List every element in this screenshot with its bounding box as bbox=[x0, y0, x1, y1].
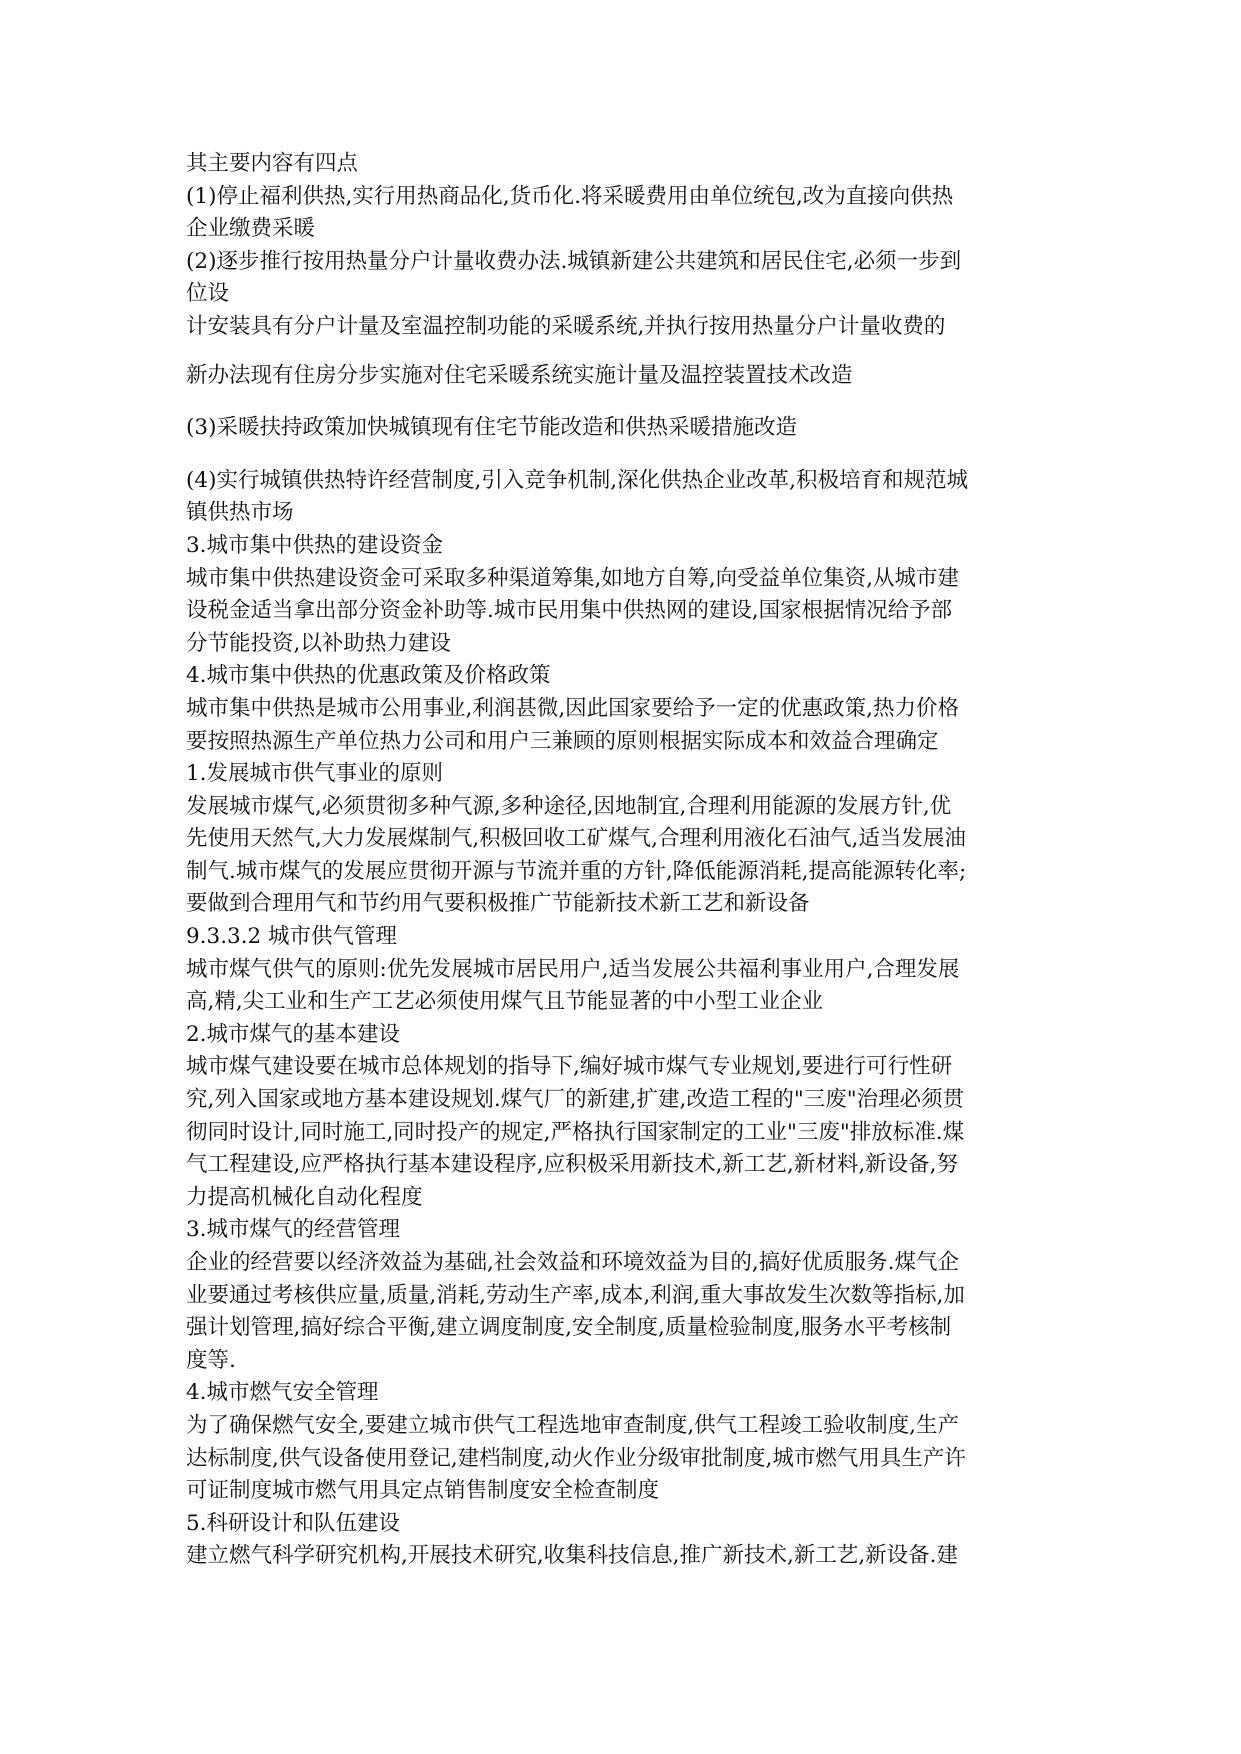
document-body bbox=[186, 148, 1054, 1573]
text-line: 计安装具有分户计量及室温控制功能的采暖系统,并执行按用热量分户计量收费的 bbox=[186, 313, 946, 339]
text-line: 要按照热源生产单位热力公司和用户三兼顾的原则根据实际成本和效益合理确定 bbox=[186, 728, 939, 754]
text-line: 分节能投资,以补助热力建设 bbox=[186, 630, 451, 656]
text-line: (3)采暖扶持政策加快城镇现有住宅节能改造和供热采暖措施改造 bbox=[186, 415, 797, 441]
text-line: 业要通过考核供应量,质量,消耗,劳动生产率,成本,利润,重大事故发生次数等指标,加 bbox=[186, 1282, 965, 1308]
text-line: 位设 bbox=[186, 281, 230, 307]
text-line: 气工程建设,应严格执行基本建设程序,应积极采用新技术,新工艺,新材料,新设备,努 bbox=[186, 1152, 959, 1178]
text-line: 新办法现有住房分步实施对住宅采暖系统实施计量及温控装置技术改造 bbox=[186, 362, 853, 388]
text-line: 城市煤气建设要在城市总体规划的指导下,编好城市煤气专业规划,要进行可行性研 bbox=[186, 1054, 953, 1080]
text-line: (2)逐步推行按用热量分户计量收费办法.城镇新建公共建筑和居民住宅,必须一步到 bbox=[186, 248, 962, 274]
section-heading: 3.城市集中供热的建设资金 bbox=[186, 532, 444, 558]
text-line: 发展城市煤气,必须贯彻多种气源,多种途径,因地制宜,合理利用能源的发展方针,优 bbox=[186, 793, 952, 819]
text-line: 为了确保燃气安全,要建立城市供气工程选地审查制度,供气工程竣工验收制度,生产 bbox=[186, 1412, 960, 1438]
text-line: 城市集中供热建设资金可采取多种渠道筹集,如地方自筹,向受益单位集资,从城市建 bbox=[186, 565, 960, 591]
section-heading: 5.科研设计和队伍建设 bbox=[186, 1510, 401, 1536]
section-heading: 9.3.3.2 城市供气管理 bbox=[186, 924, 398, 950]
text-line: 达标制度,供气设备使用登记,建档制度,动火作业分级审批制度,城市燃气用具生产许 bbox=[186, 1445, 966, 1471]
text-line: 究,列入国家或地方基本建设规划.煤气厂的新建,扩建,改造工程的"三废"治理必须贯 bbox=[186, 1087, 965, 1113]
text-line: 彻同时设计,同时施工,同时投产的规定,严格执行国家制定的工业"三废"排放标准.煤 bbox=[186, 1119, 965, 1145]
text-line: 制气.城市煤气的发展应贯彻开源与节流并重的方针,降低能源消耗,提高能源转化率; bbox=[186, 858, 967, 884]
text-line: 要做到合理用气和节约用气要积极推广节能新技术新工艺和新设备 bbox=[186, 891, 810, 917]
section-heading: 2.城市煤气的基本建设 bbox=[186, 1021, 401, 1047]
text-line: 城市集中供热是城市公用事业,利润甚微,因此国家要给予一定的优惠政策,热力价格 bbox=[186, 695, 960, 721]
section-heading: 3.城市煤气的经营管理 bbox=[186, 1217, 401, 1243]
text-line: 镇供热市场 bbox=[186, 500, 294, 526]
section-heading: 4.城市燃气安全管理 bbox=[186, 1380, 379, 1406]
text-line: (4)实行城镇供热特许经营制度,引入竞争机制,深化供热企业改革,积极培育和规范城 bbox=[186, 467, 968, 493]
section-heading: 4.城市集中供热的优惠政策及价格政策 bbox=[186, 663, 551, 689]
section-heading: 1.发展城市供气事业的原则 bbox=[186, 761, 444, 787]
text-line: 度等. bbox=[186, 1347, 236, 1373]
text-line: 设税金适当拿出部分资金补助等.城市民用集中供热网的建设,国家根据情况给予部 bbox=[186, 598, 953, 624]
text-line: 可证制度城市燃气用具定点销售制度安全检查制度 bbox=[186, 1478, 660, 1504]
text-line: 企业缴费采暖 bbox=[186, 216, 316, 242]
text-line: 企业的经营要以经济效益为基础,社会效益和环境效益为目的,搞好优质服务.煤气企 bbox=[186, 1250, 960, 1275]
text-line: 先使用天然气,大力发展煤制气,积极回收工矿煤气,合理利用液化石油气,适当发展油 bbox=[186, 826, 966, 852]
text-line: 强计划管理,搞好综合平衡,建立调度制度,安全制度,质量检验制度,服务水平考核制 bbox=[186, 1315, 952, 1341]
text-line: (1)停止福利供热,实行用热商品化,货币化.将采暖费用由单位统包,改为直接向供热 bbox=[186, 183, 954, 209]
text-line: 其主要内容有四点 bbox=[186, 151, 359, 176]
text-line: 高,精,尖工业和生产工艺必须使用煤气且节能显著的中小型工业企业 bbox=[186, 989, 824, 1015]
text-line: 城市煤气供气的原则:优先发展城市居民用户,适当发展公共福利事业用户,合理发展 bbox=[186, 956, 960, 982]
text-line: 建立燃气科学研究机构,开展技术研究,收集科技信息,推广新技术,新工艺,新设备.建 bbox=[186, 1543, 959, 1569]
text-line: 力提高机械化自动化程度 bbox=[186, 1184, 423, 1210]
